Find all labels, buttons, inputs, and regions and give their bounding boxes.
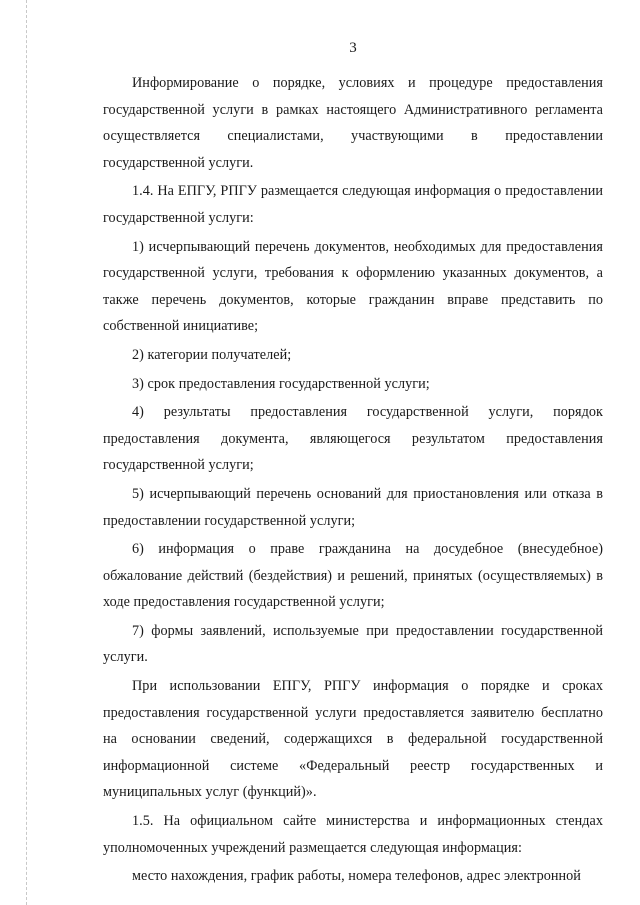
list-item-2: 2) категории получателей; [132, 346, 292, 363]
list-item-4: 4) результаты предоставления государственной услуги, порядок предоставления документа, являющегося результатом предоставления государственной услуги; [103, 404, 603, 474]
scan-edge-line [26, 0, 27, 905]
list-item-5: 5) исчерпывающий перечень оснований для приостановления или отказа в предоставлении государственной услуги; [103, 485, 603, 529]
list-item-6: 6) информация о праве гражданина на досудебное (внесудебное) обжалование действий (бездействия) и решений, принятых (осуществляемых) в ходе предоставления государственной услуги; [103, 541, 603, 611]
paragraph-section-1-5: 1.5. На официальном сайте министерства и информационных стендах уполномоченных учреждений размещается следующая информация: [103, 813, 603, 856]
list-item-7: 7) формы заявлений, используемые при предоставлении государственной услуги. [103, 622, 603, 666]
paragraph-informing: Информирование о порядке, условиях и процедуре предоставления государственной услуги в рамках настоящего Административного регламента осуществляется специалистами, участвующими в предоставлении государственной услуги. [103, 75, 603, 171]
page-number: 3 [349, 40, 357, 56]
paragraph-location-info: место нахождения, график работы, номера телефонов, адрес электронной [132, 868, 581, 885]
document-body [103, 70, 603, 892]
paragraph-epgu-usage: При использовании ЕПГУ, РПГУ информация о порядке и сроках предоставления государственной услуги предоставляется заявителю бесплатно на основании сведений, содержащихся в федеральной государственной информационной системе «Федеральный реестр государственных и муниципальных услуг (функций)». [103, 678, 603, 801]
list-item-3: 3) срок предоставления государственной услуги; [132, 375, 430, 392]
list-item-1: 1) исчерпывающий перечень документов, необходимых для предоставления государственной услуги, требования к оформлению указанных документов, а также перечень документов, которые гражданин вправе представить по собственной инициативе; [103, 238, 603, 335]
paragraph-section-1-4: 1.4. На ЕПГУ, РПГУ размещается следующая информация о предоставлении государственной услуги: [103, 183, 603, 226]
